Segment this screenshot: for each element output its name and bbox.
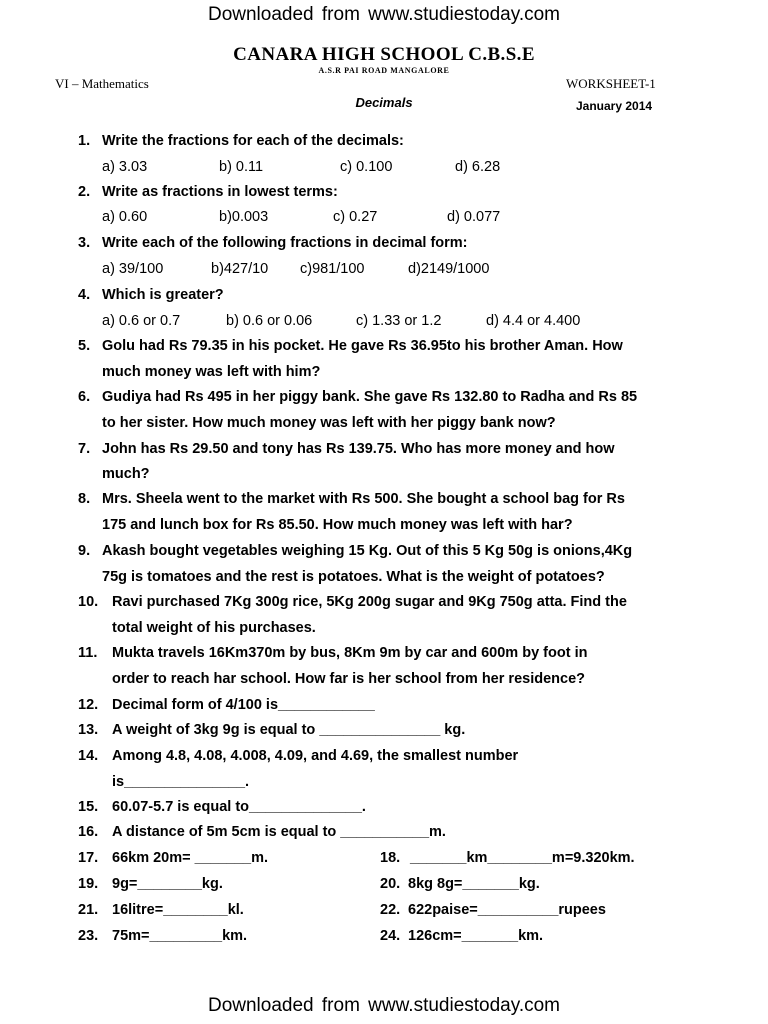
question-text: Which is greater? [102,287,224,303]
question-text: John has Rs 29.50 and tony has Rs 139.75. Who has more money and how [102,441,615,457]
question-text: Ravi purchased 7Kg 300g rice, 5Kg 200g sugar and 9Kg 750g atta. Find the [112,594,627,610]
question-text: 60.07-5.7 is equal to______________. [112,799,366,815]
option-d: d) 0.077 [447,209,501,225]
question-text: Write each of the following fractions in decimal form: [102,235,468,251]
worksheet-topic: Decimals [355,95,413,110]
question-text: A weight of 3kg 9g is equal to _______________ kg. [112,722,466,738]
question-number: 10. [78,594,99,610]
question-number: 5. [78,338,91,354]
question-number: 1. [78,133,91,149]
question-text-continued: total weight of his purchases. [112,620,316,636]
question-text-continued: much money was left with him? [102,364,321,380]
question-text: 126cm=_______km. [408,928,544,944]
question-text: Mukta travels 16Km370m by bus, 8Km 9m by car and 600m by foot in [112,645,588,661]
option-a: a) 0.6 or 0.7 [102,313,181,329]
question-text-continued: much? [102,466,150,482]
question-text: 9g=________kg. [112,876,223,892]
question-number: 7. [78,441,91,457]
question-text: Gudiya had Rs 495 in her piggy bank. She gave Rs 132.80 to Radha and Rs 85 [102,389,638,405]
question-number: 19. [78,876,99,892]
question-text-continued: 175 and lunch box for Rs 85.50. How much money was left with har? [102,517,573,533]
question-text: 16litre=________kl. [112,902,244,918]
option-d: d) 6.28 [455,159,501,175]
question-number: 9. [78,543,91,559]
question-number: 15. [78,799,99,815]
option-d: d) 4.4 or 4.400 [486,313,581,329]
question-number: 2. [78,184,91,200]
option-a: a) 0.60 [102,209,148,225]
question-number: 22. [380,902,401,918]
question-number: 12. [78,697,99,713]
question-number: 8. [78,491,91,507]
question-text: 66km 20m= _______m. [112,850,269,866]
question-number: 17. [78,850,99,866]
option-b: b) 0.11 [219,159,264,175]
question-text: Write as fractions in lowest terms: [102,184,338,200]
question-text: 8kg 8g=_______kg. [408,876,540,892]
question-text: Mrs. Sheela went to the market with Rs 500. She bought a school bag for Rs [102,491,625,507]
question-text: 75m=_________km. [112,928,248,944]
option-d: d)2149/1000 [408,261,490,277]
question-number: 20. [380,876,401,892]
option-a: a) 3.03 [102,159,148,175]
question-text-continued: order to reach har school. How far is her school from her residence? [112,671,585,687]
worksheet-date: January 2014 [576,99,653,113]
question-text-continued: to her sister. How much money was left with her piggy bank now? [102,415,556,431]
question-text: Write the fractions for each of the decimals: [102,133,404,149]
option-c: c)981/100 [300,261,365,277]
question-number: 13. [78,722,99,738]
option-b: b) 0.6 or 0.06 [226,313,313,329]
question-text: Among 4.8, 4.08, 4.008, 4.09, and 4.69, the smallest number [112,748,519,764]
question-text: A distance of 5m 5cm is equal to ___________m. [112,824,446,840]
question-number: 21. [78,902,99,918]
download-banner-top: Downloaded from www.studiestoday.com [207,4,561,25]
school-address: A.S.R PAI ROAD MANGALORE [318,66,450,75]
question-text: Akash bought vegetables weighing 15 Kg. Out of this 5 Kg 50g is onions,4Kg [102,543,633,559]
school-name: CANARA HIGH SCHOOL C.B.S.E [233,44,535,65]
question-text: 622paise=__________rupees [408,902,606,918]
worksheet-number: WORKSHEET-1 [566,76,656,91]
question-number: 14. [78,748,99,764]
question-text: Decimal form of 4/100 is____________ [112,697,375,713]
option-c: c) 0.100 [340,159,393,175]
question-number: 4. [78,287,91,303]
question-number: 3. [78,235,91,251]
question-number: 18. [380,850,401,866]
question-text: _______km________m=9.320km. [410,850,635,866]
question-number: 6. [78,389,91,405]
option-c: c) 0.27 [333,209,378,225]
option-c: c) 1.33 or 1.2 [356,313,442,329]
option-a: a) 39/100 [102,261,164,277]
question-text-continued: is_______________. [112,774,250,790]
question-number: 24. [380,928,401,944]
question-text-continued: 75g is tomatoes and the rest is potatoes. What is the weight of potatoes? [102,569,605,585]
question-number: 23. [78,928,99,944]
option-b: b)427/10 [211,261,269,277]
download-banner-bottom: Downloaded from www.studiestoday.com [207,995,561,1016]
question-text: Golu had Rs 79.35 in his pocket. He gave Rs 36.95to his brother Aman. How [102,338,623,354]
class-subject: VI – Mathematics [55,76,149,91]
question-number: 16. [78,824,99,840]
option-b: b)0.003 [219,209,269,225]
question-number: 11. [78,645,98,661]
